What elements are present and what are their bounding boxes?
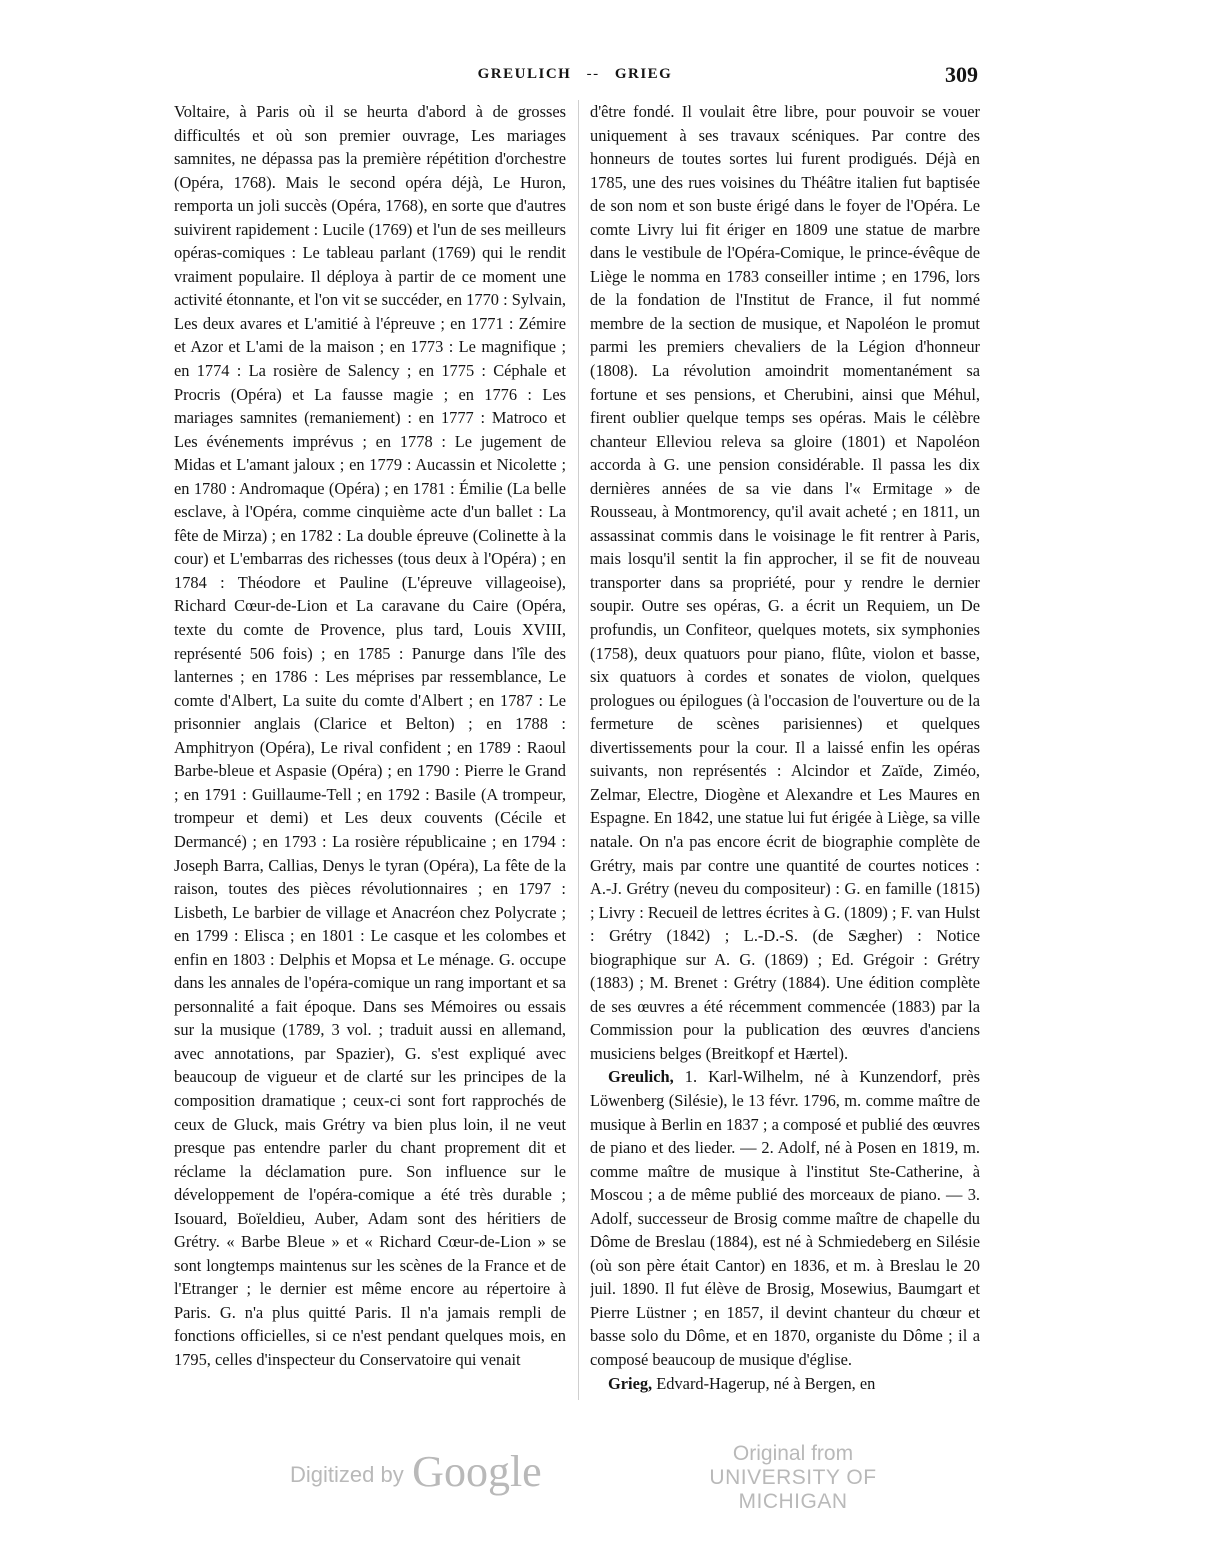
page-number: 309	[945, 62, 978, 87]
digitized-by-label: Digitized by	[290, 1462, 404, 1487]
google-logo: Google	[412, 1447, 542, 1496]
greulich-text: 1. Karl-Wilhelm, né à Kunzendorf, près Löwenberg (Silésie), le 13 févr. 1796, m. comme maître de musique à Berlin en 1837 ; a composé et publié des œuvres de piano et des lieder. — 2. Adolf, né à Posen en 1819, m. comme maître de musique à l'institut Ste-Catherine, à Moscou ; a de même publié des morceaux de piano. — 3. Adolf, successeur de Brosig comme maître de chapelle du Dôme de Breslau (1884), est né à Schmiedeberg en Silésie (où son père était Cantor) en 1836, et m. à Breslau le 20 juil. 1890. Il fut élève de Brosig, Mosewius, Baumgart et Pierre Lüstner ; en 1857, il devint chanteur du chœur et basse solo du Dôme, et en 1870, organiste du Dôme ; il a composé beaucoup de musique d'église.	[590, 1067, 980, 1369]
head-separator: --	[586, 66, 600, 82]
head-right-word: GRIEG	[614, 66, 673, 82]
source-library-watermark	[668, 1442, 918, 1514]
greulich-headword: Greulich,	[608, 1067, 674, 1087]
column-divider	[578, 100, 579, 1400]
head-left-word: GREULICH	[477, 66, 572, 82]
grieg-text: Edvard-Hagerup, né à Bergen, en	[656, 1373, 876, 1393]
running-header	[170, 62, 980, 92]
grieg-headword: Grieg,	[608, 1373, 653, 1393]
gretry-entry-end: d'être fondé. Il voulait être libre, pour pouvoir se vouer uniquement à ses travaux scéniques. Par contre des honneurs de toutes sortes lui furent prodigués. Déjà en 1785, une des rues voisines du Théâtre italien fut baptisée de son nom et son buste érigé dans le foyer de l'Opéra. Le comte Livry lui fit ériger en 1809 une statue de marbre dans le vestibule de l'Opéra-Comique, le prince-évêque de Liège le nomma en 1783 conseiller intime ; en 1796, lors de la fondation de l'Institut de France, il fut nommé membre de la section de musique, et Napoléon le promut parmi les premiers chevaliers de la Légion d'honneur (1808). La révolution amoindrit momentanément sa fortune et ses pensions, et Cherubini, ainsi que Méhul, firent oublier quelque temps ses opéras. Mais le célèbre chanteur Elleviou releva sa gloire (1801) et Napoléon accorda à G. une pension considérable. Il passa les dix dernières années de sa vie dans l'« Ermitage » de Rousseau, à Montmorency, qu'il avait acheté ; en 1811, un assassinat commis dans le voisinage le fit rentrer à Paris, mais losqu'il sentit la fin approcher, il se fit de nouveau transporter dans sa propriété, pour y rendre le dernier soupir. Outre ses opéras, G. a écrit un Requiem, un De profundis, un Confiteor, quelques motets, six symphonies (1758), deux quatuors pour piano, flûte, violon et basse, six quatuors à cordes et sonates de violon, quelques prologues ou épilogues (à l'occasion de l'ouverture ou de la fermeture de scènes parisiennes) et quelques divertissements pour la cour. Il a laissé enfin les opéras suivants, non représentés : Alcindor et Zaïde, Ziméo, Zelmar, Electre, Diogène et Alexandre et Les Maures en Espagne. En 1842, une statue lui fut érigée à Liège, sa ville natale. On n'a pas encore écrit de biographie complète de Grétry, mais par contre une quantité de courtes notices : A.-J. Grétry (neveu du compositeur) : G. en famille (1815) ; Livry : Recueil de lettres écrites à G. (1809) ; F. van Hulst : Grétry (1842) ; L.-D.-S. (de Sægher) : Notice biographique sur A. G. (1869) ; Ed. Grégoir : Grétry (1883) ; M. Brenet : Grétry (1884). Une édition complète de ses œuvres a été récemment commencée (1883) par la Commission pour la publication des œuvres d'anciens musiciens belges (Breitkopf et Hærtel).	[590, 102, 980, 1063]
right-column	[590, 100, 980, 1410]
gretry-entry-continued: Voltaire, à Paris où il se heurta d'abord à de grosses difficultés et où son premier ouvrage, Les mariages samnites, ne dépassa pas la première répétition d'orchestre (Opéra, 1768). Mais le second opéra déjà, Le Huron, remporta un joli succès (Opéra, 1768), en sorte que d'autres suivirent rapidement : Lucile (1769) et l'un de ses meilleurs opéras-comiques : Le tableau parlant (1769) qui le rendit vraiment populaire. Il déploya à partir de ce moment une activité étonnante, et l'on vit se succéder, en 1770 : Sylvain, Les deux avares et L'amitié à l'épreuve ; en 1771 : Zémire et Azor et L'ami de la maison ; en 1773 : Le magnifique ; en 1774 : La rosière de Salency ; en 1775 : Céphale et Procris (Opéra) et La fausse magie ; en 1776 : Les mariages samnites (remaniement) : en 1777 : Matroco et Les événements imprévus ; en 1778 : Le jugement de Midas et L'amant jaloux ; en 1779 : Aucassin et Nicolette ; en 1780 : Andromaque (Opéra) ; en 1781 : Émilie (La belle esclave, à l'Opéra, comme cinquième acte d'un ballet : La fête de Mirza) ; en 1782 : La double épreuve (Colinette à la cour) et L'embarras des richesses (tous deux à l'Opéra) ; en 1784 : Théodore et Pauline (L'épreuve villageoise), Richard Cœur-de-Lion et La caravane du Caire (Opéra, texte du comte de Provence, plus tard, Louis XVIII, représenté 506 fois) ; en 1785 : Panurge dans l'île des lanternes ; en 1786 : Les méprises par ressemblance, Le comte d'Albert, La suite du comte d'Albert ; en 1787 : Le prisonnier anglais (Clarice et Belton) ; en 1788 : Amphitryon (Opéra), Le rival confident ; en 1789 : Raoul Barbe-bleue et Aspasie (Opéra) ; en 1790 : Pierre le Grand ; en 1791 : Guillaume-Tell ; en 1792 : Basile (A trompeur, trompeur et demi) et Les deux couvents (Cécile et Dermancé) ; en 1793 : La rosière républicaine ; en 1794 : Joseph Barra, Callias, Denys le tyran (Opéra), La fête de la raison, toutes des pièces révolutionnaires ; en 1797 : Lisbeth, Le barbier de village et Anacréon chez Polycrate ; en 1799 : Elisca ; en 1801 : Le casque et les colombes et enfin en 1803 : Delphis et Mopsa et Le ménage. G. occupe dans les annales de l'opéra-comique un rang important et sa personnalité a fait époque. Dans ses Mémoires ou essais sur la musique (1789, 3 vol. ; traduit aussi en allemand, avec annotations, par Spazier), G. s'est expliqué avec beaucoup de vigueur et de clarté sur les principes de la composition dramatique ; ceux-ci sont fort rapprochés de ceux de Gluck, mais Grétry va bien plus loin, il ne veut presque pas entendre parler du chant proprement dit et réclame la déclamation pure. Son influence sur le développement de l'opéra-comique a été très durable ; Isouard, Boïeldieu, Auber, Adam sont des héritiers de Grétry. « Barbe Bleue » et « Richard Cœur-de-Lion » se sont longtemps maintenus sur les scènes de la France et de l'Etranger ; le dernier est même encore au répertoire à Paris. G. n'a plus quitté Paris. Il n'a jamais rempli de fonctions officielles, si ce n'est pendant quelques mois, en 1795, celles d'inspecteur du Conservatoire qui venait	[174, 102, 566, 1369]
grieg-entry	[590, 1372, 980, 1396]
greulich-entry	[590, 1065, 980, 1371]
digitized-by-google-watermark	[290, 1446, 542, 1497]
footer-watermark	[0, 1438, 1207, 1513]
running-head-title	[170, 66, 980, 83]
university-label: UNIVERSITY OF MICHIGAN	[709, 1466, 877, 1513]
original-from-label: Original from	[732, 1442, 854, 1465]
left-column	[174, 100, 566, 1410]
